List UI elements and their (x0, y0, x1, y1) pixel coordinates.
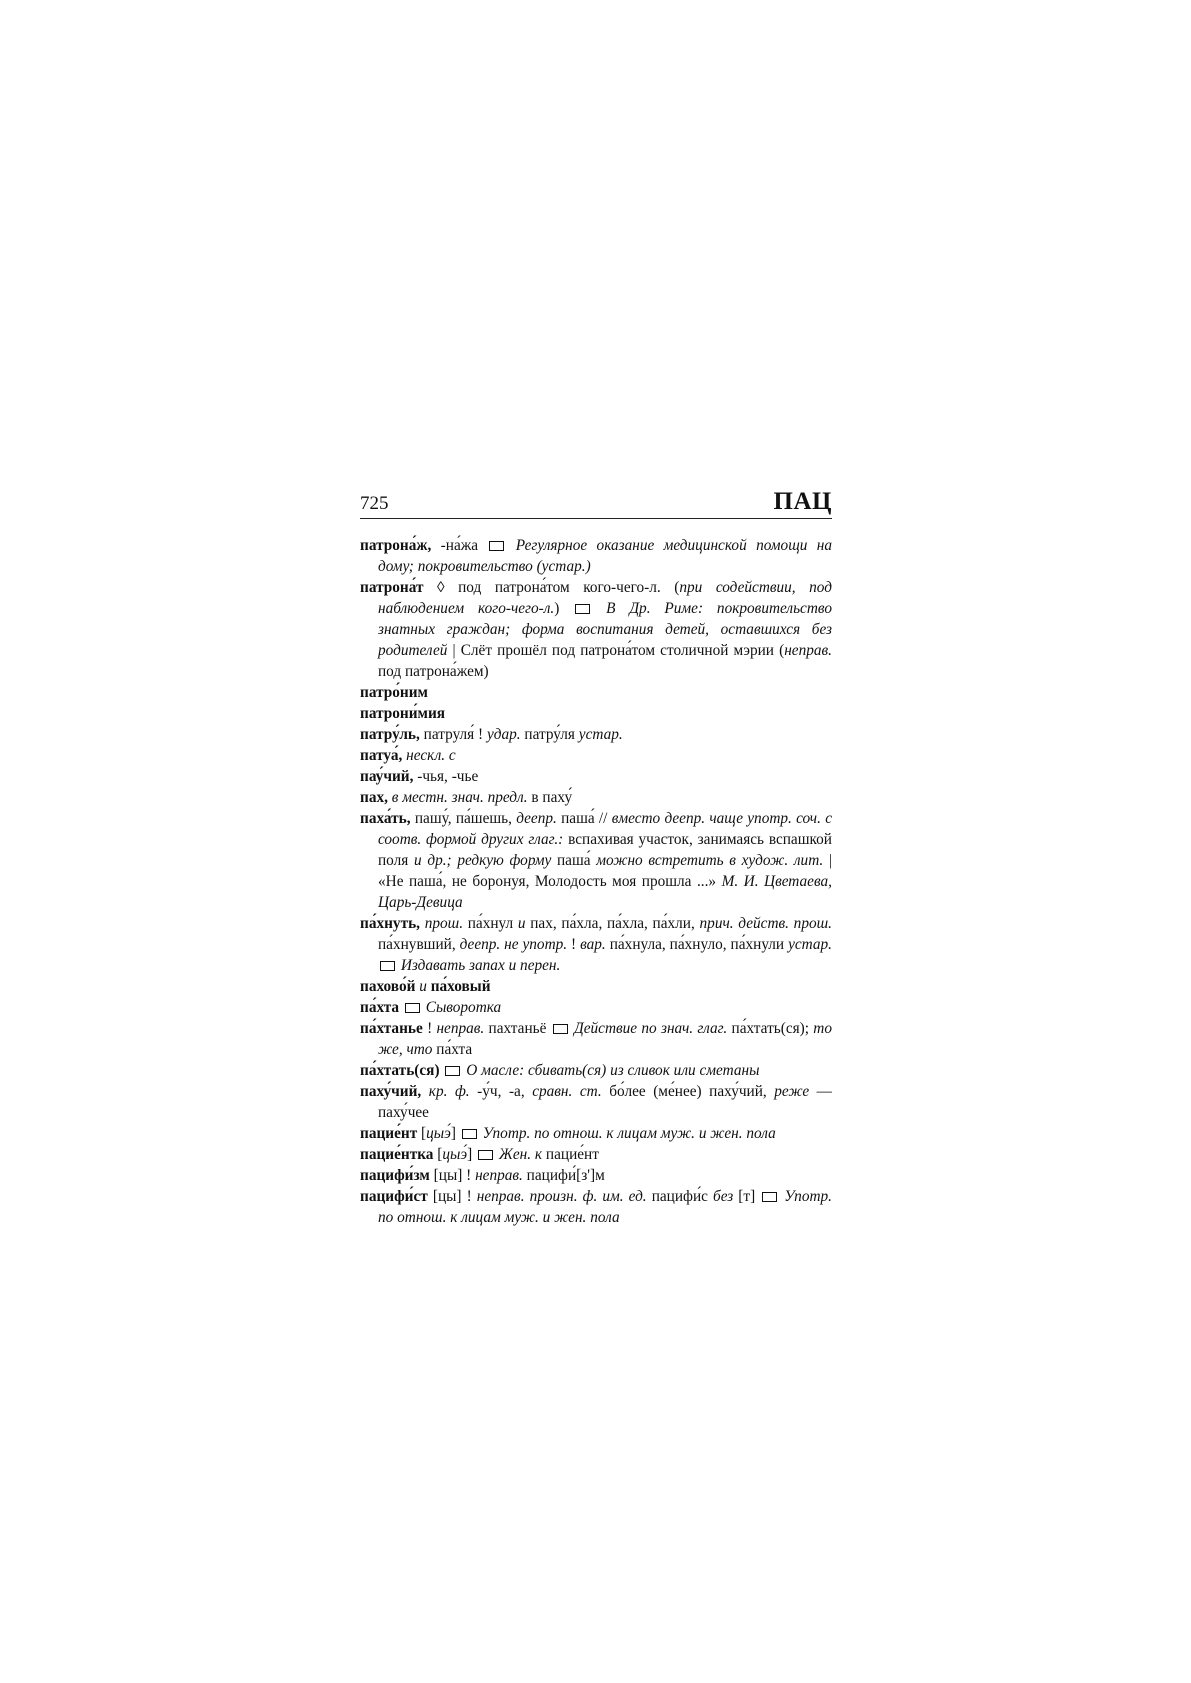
definition-box-icon (405, 1003, 420, 1013)
headword: пахово́й (360, 978, 416, 995)
italic-text: в местн. знач. предл. (387, 789, 528, 806)
italic-text: устар. (578, 726, 623, 743)
page-number: 725 (360, 493, 389, 514)
italic-text: В Др. Риме: покровительство знатных граждан; форма воспитания детей, оставшихся без родителей (378, 600, 832, 659)
italic-text: неправ. (475, 1167, 523, 1184)
dictionary-entry (360, 1060, 832, 1081)
entry-text: -у́ч, -а, (469, 1083, 533, 1100)
italic-text: Регулярное оказание медицинской помощи на дому; покровительство (устар.) (378, 537, 832, 575)
dictionary-entry (360, 682, 832, 703)
definition-box-icon (575, 604, 590, 614)
entry-text: па́хнул (463, 915, 518, 932)
dictionary-entry (360, 1186, 832, 1228)
dictionary-entry (360, 724, 832, 745)
entry-text: патруля́ ! (419, 726, 487, 743)
italic-text: удар. (486, 726, 521, 743)
entry-text: -чья, -чье (413, 768, 479, 785)
entry-text: под патрона́жем) (378, 663, 489, 680)
entry-text: патру́ля (520, 726, 579, 743)
headword: патро́ним (360, 684, 428, 701)
italic-text: Употр. по отнош. к лицам муж. и жен. пола (478, 1125, 776, 1142)
italic-text: М. И. Цветаева, Царь-Девица (378, 873, 832, 911)
entry-text: вспахивая участок, занимаясь вспашкой поля (378, 831, 832, 869)
italic-text: кр. ф. (421, 1083, 470, 1100)
entry-text: пахтаньё (484, 1020, 551, 1037)
italic-text: вместо деепр. чаще употр. соч. с соотв. формой других глаг.: (378, 810, 832, 848)
entry-text: — паху́чее (378, 1083, 832, 1121)
headword: паху́чий, (360, 1083, 422, 1100)
dictionary-entry (360, 1018, 832, 1060)
entry-text: паша́ (551, 852, 597, 869)
headword: па́ховый (430, 978, 491, 995)
headword: патрона́ж, (360, 537, 432, 554)
dictionary-entry (360, 535, 832, 577)
headword: патру́ль, (360, 726, 420, 743)
italic-text: и (517, 915, 526, 932)
entry-text: пацие́нт (542, 1146, 599, 1163)
italic-text: Издавать запах и перен. (397, 957, 561, 974)
headword: паха́ть, (360, 810, 411, 827)
headword: патрона́т (360, 579, 424, 596)
entry-text: ! (422, 1020, 437, 1037)
dictionary-entry (360, 1165, 832, 1186)
italic-text: прич. действ. прош. (699, 915, 832, 932)
entry-text: пацифи́с (646, 1188, 713, 1205)
entry-text: -на́жа (431, 537, 488, 554)
headword: па́хнуть, (360, 915, 420, 932)
headword: патуа́, (360, 747, 403, 764)
dictionary-entry (360, 766, 832, 787)
italic-text: и (415, 978, 431, 995)
entry-text: ◊ под патрона́том кого-чего-л. ( (423, 579, 680, 596)
entry-text: [цы] ! (427, 1188, 477, 1205)
headword: па́хтать(ся) (360, 1062, 440, 1079)
page-header (360, 478, 832, 519)
entry-text: [ (433, 1146, 443, 1163)
dictionary-entry (360, 1081, 832, 1123)
entry-text: ] (467, 1146, 477, 1163)
entry-text: паша́ // (556, 810, 612, 827)
headword: пау́чий, (360, 768, 414, 785)
entry-text: па́хнула, па́хнуло, па́хнули (605, 936, 789, 953)
entry-text: | Слёт прошёл под патрона́том столичной мэрии ( (447, 642, 785, 659)
italic-text: деепр. не употр. (459, 936, 568, 953)
dictionary-entry (360, 808, 832, 913)
italic-text: без (713, 1188, 734, 1205)
entry-text: ! (567, 936, 581, 953)
definition-box-icon (762, 1192, 777, 1202)
definition-box-icon (489, 541, 504, 551)
italic-text: цыэ́ (426, 1125, 451, 1142)
headword: пах, (360, 789, 388, 806)
headword: па́хтанье (360, 1020, 423, 1037)
running-head: ПАЦ (773, 488, 832, 515)
entry-text: | «Не паша́, не боронуя, Молодость моя прошла ...» (378, 852, 833, 890)
italic-text: сравн. ст. (532, 1083, 602, 1100)
entry-text: пашу́, па́шешь, (410, 810, 517, 827)
entry-list (360, 535, 832, 1228)
italic-text: прош. (420, 915, 464, 932)
italic-text: деепр. (516, 810, 557, 827)
entry-text: па́хнувший, (378, 936, 460, 953)
definition-box-icon (445, 1066, 460, 1076)
dictionary-entry (360, 703, 832, 724)
italic-text: неправ. произн. ф. им. ед. (476, 1188, 647, 1205)
italic-text: цыэ́ (442, 1146, 468, 1163)
headword: патрони́мия (360, 705, 446, 722)
entry-text: пах, па́хла, па́хла, па́хли, (525, 915, 700, 932)
entry-text: [цы] ! (429, 1167, 476, 1184)
italic-text: при содействии, под наблюдением кого-чего-л. (378, 579, 832, 617)
entry-text: пацифи́[з']м (522, 1167, 605, 1184)
headword: па́хта (360, 999, 400, 1016)
italic-text: и др.; редкую форму (414, 852, 552, 869)
entry-text (440, 1062, 444, 1079)
entry-text: ] (450, 1125, 460, 1142)
entry-text: ) (554, 600, 574, 617)
definition-box-icon (553, 1024, 568, 1034)
italic-text: О масле: сбивать(ся) из сливок или сметаны (462, 1062, 760, 1079)
entry-text: па́хтать(ся); (727, 1020, 814, 1037)
italic-text: неправ. (436, 1020, 485, 1037)
dictionary-entry (360, 976, 832, 997)
italic-text: реже (774, 1083, 810, 1100)
dictionary-entry (360, 1123, 832, 1144)
entry-text: [т] (733, 1188, 761, 1205)
italic-text: Употр. по отнош. к лицам муж. и жен. пола (378, 1188, 832, 1226)
headword: пацие́нтка (360, 1146, 434, 1163)
italic-text: неправ. (784, 642, 832, 659)
definition-box-icon (462, 1129, 477, 1139)
dictionary-entry (360, 577, 832, 682)
italic-text: Действие по знач. глаг. (569, 1020, 728, 1037)
dictionary-entry (360, 997, 832, 1018)
entry-text: бо́лее (ме́нее) паху́чий, (601, 1083, 775, 1100)
entry-text: [ (417, 1125, 427, 1142)
italic-text: нескл. с (402, 747, 456, 764)
headword: пацифи́зм (360, 1167, 430, 1184)
dictionary-entry (360, 913, 832, 976)
entry-text: па́хта (432, 1041, 473, 1058)
italic-text: устар. (788, 936, 832, 953)
definition-box-icon (478, 1150, 493, 1160)
dictionary-page (360, 478, 832, 1228)
italic-text: Жен. к (495, 1146, 543, 1163)
headword: пацифи́ст (360, 1188, 428, 1205)
entry-text (399, 999, 403, 1016)
italic-text: Сыворотка (421, 999, 502, 1016)
italic-text: то же, что (378, 1020, 832, 1058)
entry-text: в паху́ (527, 789, 573, 806)
dictionary-entry (360, 787, 832, 808)
headword: пацие́нт (360, 1125, 418, 1142)
dictionary-entry (360, 1144, 832, 1165)
definition-box-icon (380, 961, 395, 971)
dictionary-entry (360, 745, 832, 766)
italic-text: можно встретить в худож. лит. (596, 852, 824, 869)
italic-text: вар. (580, 936, 606, 953)
